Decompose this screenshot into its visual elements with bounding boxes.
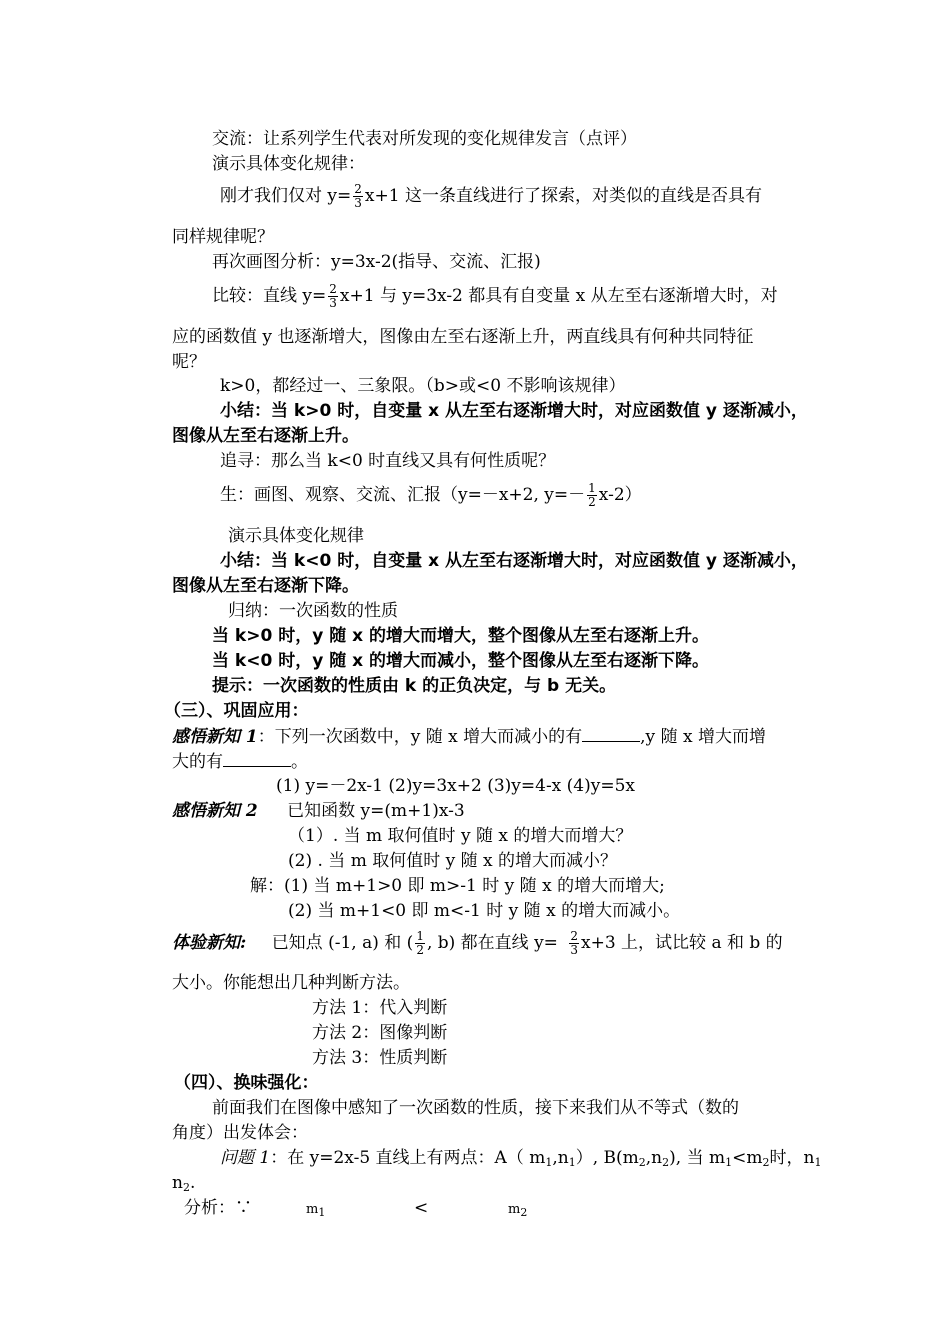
problem-line [172,1172,195,1194]
text-line: 演示具体变化规律 [228,526,364,546]
analysis-term: < [414,1198,429,1218]
text-segment: x+1 与 y=3x-2 都具有自变量 x 从左至右逐渐增大时，对 [339,286,778,306]
text-segment: x+1 这一条直线进行了探索，对类似的直线是否具有 [364,186,762,206]
text-segment: 小结：当 k>0 时，自变量 x 从左至右逐渐增大时，对应函数值 y 逐渐减小， [220,401,808,421]
fraction [569,930,579,957]
method-line: 方法 2：图像判断 [312,1023,448,1043]
fraction [587,482,597,509]
text-segment: ,y 随 x 增大而增 [640,727,766,747]
fraction-denominator: 2 [588,495,596,509]
text-segment: 比较：直线 y= [212,286,327,306]
summary-line: 图像从左至右逐渐上升。 [172,426,359,446]
question-line: （1）. 当 m 取何值时 y 随 x 的增大而增大？ [288,826,633,846]
text-segment: ：下列一次函数中，y 随 x 增大而减小的有 [257,727,583,747]
text-line: k>0，都经过一、三象限。（b>或<0 不影响该规律） [220,376,626,396]
text-segment: n [172,1173,183,1193]
fraction [353,183,363,210]
text-segment: <m [732,1148,763,1168]
text-line: 演示具体变化规律： [212,154,365,174]
solution-line: 解：(1) 当 m+1>0 即 m>-1 时 y 随 x 的增大而增大; [250,876,665,896]
text-segment: ), 当 m [669,1148,726,1168]
text-segment: m [508,1202,521,1217]
analysis-term [508,1199,527,1221]
subscript: 1 [545,1156,553,1169]
text-line: 呢？ [172,352,206,372]
text-line: 归纳：一次函数的性质 [228,601,398,621]
exercise-label: 体验新知: [172,933,247,953]
fraction-numerator: 2 [329,282,337,296]
fraction-numerator: 1 [588,481,596,495]
text-line: 前面我们在图像中感知了一次函数的性质，接下来我们从不等式（数的 [212,1098,739,1118]
fraction-denominator: 3 [329,296,337,310]
answer-blank [223,750,291,767]
summary-line: 图像从左至右逐渐下降。 [172,576,359,596]
text-line: 同样规律呢？ [172,227,274,247]
options-line: (1) y=－2x-1 (2)y=3x+2 (3)y=4-x (4)y=5x [276,776,636,796]
exercise-line [172,800,465,822]
text-segment: . [189,1173,196,1193]
text-segment: , b) 都在直线 y= [426,933,558,953]
property-line: 当 k<0 时，y 随 x 的增大而减小，整个图像从左至右逐渐下降。 [212,651,710,671]
text-line: 大小。你能想出几种判断方法。 [172,973,410,993]
subscript: 2 [762,1156,770,1169]
property-line: 当 k>0 时，y 随 x 的增大而增大，整个图像从左至右逐渐上升。 [212,626,710,646]
analysis-line [184,1197,252,1219]
fraction [415,930,425,957]
text-line [220,181,762,211]
text-segment: 已知点 (-1, a) 和 ( [271,933,414,953]
text-segment: ,n [645,1148,663,1168]
problem-line [220,1147,821,1169]
fraction [328,283,338,310]
fraction-numerator: 2 [354,182,362,196]
text-line: 再次画图分析：y=3x-2(指导、交流、汇报) [212,252,541,272]
answer-blank [582,725,640,742]
subscript: 2 [638,1156,646,1169]
text-segment: ）, B(m [575,1148,639,1168]
fraction-denominator: 3 [570,943,578,957]
analysis-term [306,1199,325,1221]
subscript: 1 [568,1156,576,1169]
section-heading: （三）、巩固应用： [164,701,309,721]
subscript: 1 [725,1156,733,1169]
fraction-denominator: 3 [354,196,362,210]
exercise-label: 感悟新知 1 [172,727,258,747]
method-line: 方法 1：代入判断 [312,998,448,1018]
fraction-numerator: 2 [570,929,578,943]
text-line [212,281,778,311]
text-segment: ,n [552,1148,569,1168]
fraction-denominator: 2 [416,943,424,957]
text-line [220,480,642,510]
exercise-label: 感悟新知 2 [172,801,258,821]
exercise-line [172,725,766,748]
text-line: 角度）出发体会： [172,1123,308,1143]
summary-line [220,400,808,422]
text-segment: 分析：∵ [184,1198,252,1218]
summary-line: 小结：当 k<0 时，自变量 x 从左至右逐渐增大时，对应函数值 y 逐渐减小， [220,551,808,571]
subscript: 1 [318,1206,326,1219]
fraction-numerator: 1 [416,929,424,943]
text-segment: 。 [291,752,308,772]
text-segment: 时，n [769,1148,815,1168]
tip-line: 提示：一次函数的性质由 k 的正负决定，与 b 无关。 [212,676,617,696]
exercise-line [172,750,308,773]
text-segment: ：在 y=2x-5 直线上有两点：A（ m [270,1148,546,1168]
text-line: 追寻：那么当 k<0 时直线又具有何性质呢？ [220,451,556,471]
text-line: 应的函数值 y 也逐渐增大，图像由左至右逐渐上升，两直线具有何种共同特征 [172,327,754,347]
exercise-line [172,928,783,958]
subscript: 2 [662,1156,670,1169]
subscript: 2 [182,1181,190,1194]
subscript: 2 [520,1206,528,1219]
problem-label: 问题 1 [220,1148,271,1168]
text-segment: x+3 上，试比较 a 和 b 的 [580,933,783,953]
text-segment: 生：画图、观察、交流、汇报（y=－x+2, y=－ [220,485,586,505]
method-line: 方法 3：性质判断 [312,1048,448,1068]
question-line: (2) . 当 m 取何值时 y 随 x 的增大而减小？ [288,851,618,871]
text-segment: m [306,1202,319,1217]
text-segment: 已知函数 y=(m+1)x-3 [287,801,465,821]
solution-line: (2) 当 m+1<0 即 m<-1 时 y 随 x 的增大而减小。 [288,901,681,921]
text-line: 交流：让系列学生代表对所发现的变化规律发言（点评） [212,129,637,149]
section-heading: （四）、换味强化： [174,1073,319,1093]
text-segment: 大的有 [172,752,223,772]
subscript: 1 [814,1156,822,1169]
text-segment: x-2） [598,485,642,505]
text-segment: 刚才我们仅对 y= [220,186,352,206]
